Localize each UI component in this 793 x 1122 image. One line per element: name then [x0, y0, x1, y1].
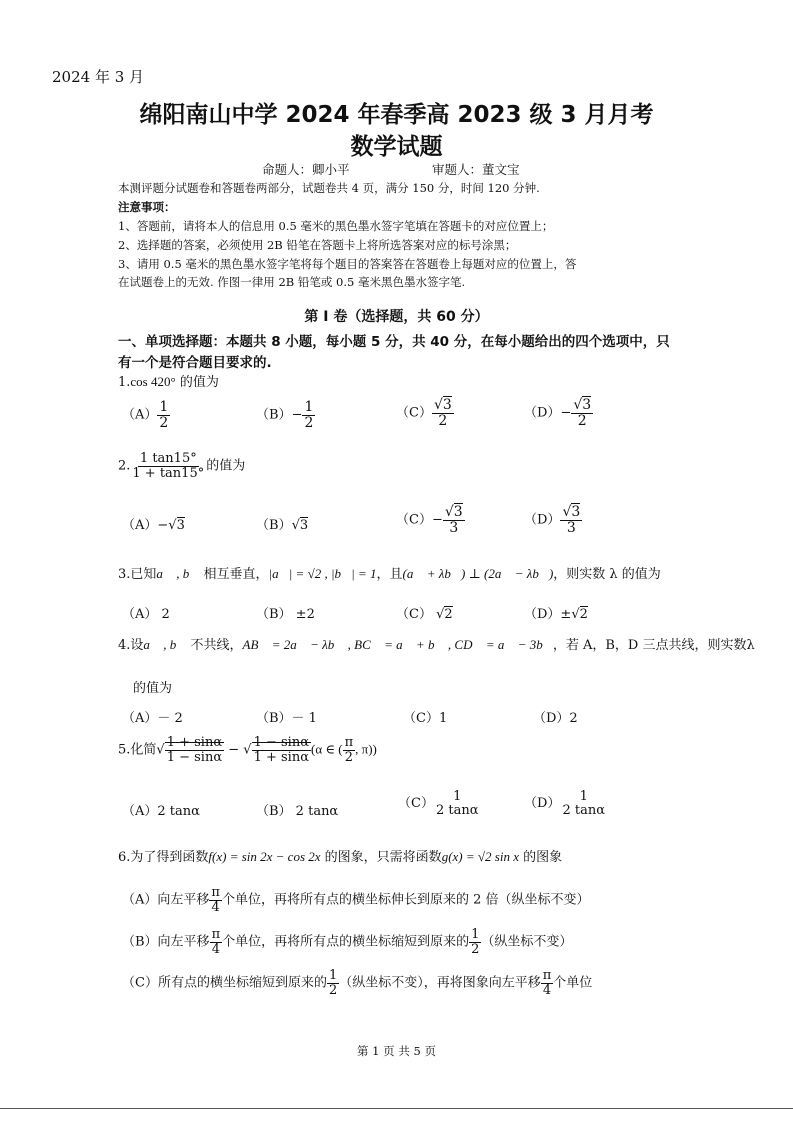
- q4-option-b[interactable]: （B）－ 1: [256, 711, 317, 726]
- q1-option-c[interactable]: （C） $\frac{√3}{2}$: [396, 397, 452, 429]
- question-2: 2. $\frac{1 \tan 15^\circ}{1 + \tan 15^\circ}$ 的值为: [118, 451, 246, 481]
- page-footer: 第 1 页 共 5 页: [357, 1044, 436, 1058]
- question-4-cont: 的值为: [133, 681, 173, 696]
- q2-option-c[interactable]: （C）− $\frac{√3}{3}$: [396, 504, 463, 536]
- q6-option-c[interactable]: （C）所有点的横坐标缩短到原来的 $\frac{1}{2}$ （纵坐标不变），再将图象向左平移 $\frac{\pi}{4}$ 个单位: [122, 968, 593, 998]
- question-5: 5.化简√ $\frac{1 + \sin\alpha}{1 - \sin\alpha}$ − √ $\frac{1 - \sin\alpha}{1 + \sin\alpha}$ (α ∈ ( $\frac{\pi}{2}$ , π)): [118, 735, 377, 765]
- part1-heading-cont: 有一个是符合题目要求的.: [118, 355, 272, 371]
- question-4: 4.设a⃗ , b⃗ 不共线，AB⃗ = 2a⃗ − λb⃗ , BC⃗ = a⃗ + b⃗ , CD⃗ = a⃗ − 3b⃗，若 A，B，D 三点共线，则实数λ: [118, 637, 755, 653]
- question-1: 1.cos 420° 的值为: [118, 374, 219, 390]
- q2-option-a[interactable]: （A）−√3: [122, 518, 185, 533]
- q4-option-a[interactable]: （A）－ 2: [122, 711, 183, 726]
- exam-subject: 数学试题: [350, 134, 443, 160]
- q2-option-d[interactable]: （D） $\frac{√3}{3}$: [524, 504, 581, 536]
- q5-option-a[interactable]: （A）2 tanα: [122, 804, 200, 819]
- q3-option-c[interactable]: （C） √2: [396, 607, 453, 622]
- q4-option-d[interactable]: （D）2: [533, 711, 578, 726]
- q6-option-a[interactable]: （A）向左平移 $\frac{\pi}{4}$ 个单位，再将所有点的横坐标伸长到原来的 2 倍（纵坐标不变）: [122, 885, 590, 915]
- exam-title: 绵阳南山中学 2024 年春季高 2023 级 3 月月考: [139, 102, 654, 128]
- q2-option-b[interactable]: （B）√3: [256, 518, 309, 533]
- setter: 命题人：卿小平: [262, 162, 350, 177]
- notice-item-3: 3、请用 0.5 毫米的黑色墨水签字笔将每个题目的答案答在答题卷上每题对应的位置上，答: [118, 257, 577, 271]
- part1-heading: 一、单项选择题：本题共 8 小题，每小题 5 分，共 40 分，在每小题给出的四个选项中，只: [118, 334, 670, 350]
- bottom-divider: [0, 1108, 793, 1109]
- q3-option-d[interactable]: （D）±√2: [524, 607, 588, 622]
- q3-option-a[interactable]: （A） 2: [122, 607, 170, 622]
- q1-option-d[interactable]: （D）− $\frac{√3}{2}$: [524, 397, 592, 429]
- q4-option-c[interactable]: （C）1: [403, 711, 448, 726]
- reviewer: 审题人：董文宝: [432, 162, 520, 177]
- section-title: 第 I 卷（选择题，共 60 分）: [304, 309, 489, 325]
- intro: 本测评题分试题卷和答题卷两部分，试题卷共 4 页，满分 150 分，时间 120 分钟.: [118, 181, 540, 195]
- question-3: 3.已知a⃗ , b⃗ 相互垂直，|a⃗| = √2 , |b⃗| = 1，且(a⃗ + λb⃗) ⊥ (2a⃗ − λb⃗)，则实数 λ 的值为: [118, 566, 661, 582]
- exam-date: 2024 年 3 月: [52, 68, 145, 86]
- q3-option-b[interactable]: （B） ±2: [256, 607, 315, 622]
- notice-item-2: 2、选择题的答案，必须使用 2B 铅笔在答题卡上将所选答案对应的标号涂黑；: [118, 238, 517, 252]
- notice-item-3-cont: 在试题卷上的无效. 作图一律用 2B 铅笔或 0.5 毫米黑色墨水签字笔.: [118, 275, 466, 289]
- notice-item-1: 1、答题前，请将本人的信息用 0.5 毫米的黑色墨水签字笔填在答题卡的对应位置上；: [118, 219, 554, 233]
- q5-option-b[interactable]: （B） 2 tanα: [256, 804, 339, 819]
- q1-option-b[interactable]: （B）− $\frac{1}{2}$: [256, 399, 314, 431]
- question-6: 6.为了得到函数f(x) = sin 2x − cos 2x 的图象，只需将函数g(x) = √2 sin x 的图象: [118, 849, 563, 865]
- q5-option-c[interactable]: （C） 1 2 tanα: [398, 789, 479, 818]
- q5-option-d[interactable]: （D） 1 2 tanα: [524, 789, 605, 818]
- q6-option-b[interactable]: （B）向左平移 $\frac{\pi}{4}$ 个单位，再将所有点的横坐标缩短到原来的 $\frac{1}{2}$ （纵坐标不变）: [122, 927, 573, 957]
- notice-title: 注意事项：: [118, 200, 176, 214]
- q1-option-a[interactable]: （A） $\frac{1}{2}$: [122, 399, 169, 431]
